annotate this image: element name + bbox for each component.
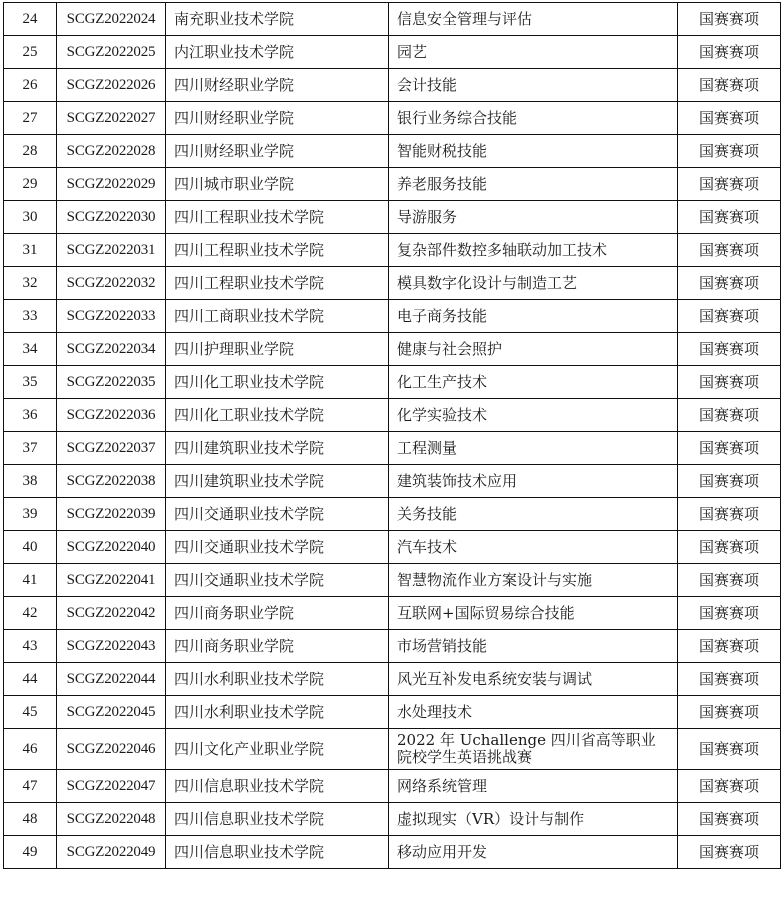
- competition-table: [3, 2, 781, 869]
- school-name: 四川化工职业技术学院: [166, 399, 389, 432]
- row-number: 31: [4, 234, 57, 267]
- table-row: [4, 201, 781, 234]
- event-type: 国赛赛项: [678, 135, 781, 168]
- event-type: 国赛赛项: [678, 102, 781, 135]
- event-name: 移动应用开发: [389, 836, 678, 869]
- event-type: 国赛赛项: [678, 333, 781, 366]
- school-name: 四川城市职业学院: [166, 168, 389, 201]
- row-number: 35: [4, 366, 57, 399]
- row-number: 27: [4, 102, 57, 135]
- event-type: 国赛赛项: [678, 36, 781, 69]
- row-number: 37: [4, 432, 57, 465]
- table-row: [4, 267, 781, 300]
- event-name: 园艺: [389, 36, 678, 69]
- table-row: [4, 399, 781, 432]
- event-type: 国赛赛项: [678, 399, 781, 432]
- row-number: 48: [4, 803, 57, 836]
- event-name: 模具数字化设计与制造工艺: [389, 267, 678, 300]
- table-row: [4, 630, 781, 663]
- event-name: 2022 年 Uchallenge 四川省高等职业院校学生英语挑战赛: [389, 729, 678, 770]
- event-type: 国赛赛项: [678, 366, 781, 399]
- event-type: 国赛赛项: [678, 3, 781, 36]
- event-code: SCGZ2022043: [57, 630, 166, 663]
- row-number: 39: [4, 498, 57, 531]
- event-name: 互联网+国际贸易综合技能: [389, 597, 678, 630]
- event-code: SCGZ2022032: [57, 267, 166, 300]
- event-type: 国赛赛项: [678, 564, 781, 597]
- event-name: 汽车技术: [389, 531, 678, 564]
- school-name: 四川工程职业技术学院: [166, 201, 389, 234]
- row-number: 38: [4, 465, 57, 498]
- table-row: [4, 498, 781, 531]
- school-name: 四川水利职业技术学院: [166, 663, 389, 696]
- event-name: 电子商务技能: [389, 300, 678, 333]
- table-row: [4, 102, 781, 135]
- table-row: [4, 729, 781, 770]
- event-code: SCGZ2022024: [57, 3, 166, 36]
- row-number: 46: [4, 729, 57, 770]
- table-row: [4, 803, 781, 836]
- event-name: 导游服务: [389, 201, 678, 234]
- table-row: [4, 465, 781, 498]
- row-number: 44: [4, 663, 57, 696]
- event-code: SCGZ2022028: [57, 135, 166, 168]
- row-number: 29: [4, 168, 57, 201]
- event-name: 复杂部件数控多轴联动加工技术: [389, 234, 678, 267]
- school-name: 四川工程职业技术学院: [166, 267, 389, 300]
- event-name: 会计技能: [389, 69, 678, 102]
- event-code: SCGZ2022046: [57, 729, 166, 770]
- table-row: [4, 234, 781, 267]
- row-number: 36: [4, 399, 57, 432]
- school-name: 四川财经职业学院: [166, 69, 389, 102]
- table-row: [4, 696, 781, 729]
- row-number: 28: [4, 135, 57, 168]
- event-type: 国赛赛项: [678, 465, 781, 498]
- table-row: [4, 663, 781, 696]
- table-row: [4, 564, 781, 597]
- event-code: SCGZ2022040: [57, 531, 166, 564]
- table-row: [4, 69, 781, 102]
- table-row: [4, 836, 781, 869]
- event-code: SCGZ2022041: [57, 564, 166, 597]
- event-name: 智能财税技能: [389, 135, 678, 168]
- event-name: 关务技能: [389, 498, 678, 531]
- table-row: [4, 597, 781, 630]
- event-code: SCGZ2022037: [57, 432, 166, 465]
- event-code: SCGZ2022029: [57, 168, 166, 201]
- event-name: 网络系统管理: [389, 770, 678, 803]
- school-name: 四川工商职业技术学院: [166, 300, 389, 333]
- event-name: 信息安全管理与评估: [389, 3, 678, 36]
- row-number: 49: [4, 836, 57, 869]
- school-name: 四川信息职业技术学院: [166, 803, 389, 836]
- event-name: 智慧物流作业方案设计与实施: [389, 564, 678, 597]
- table-row: [4, 300, 781, 333]
- school-name: 内江职业技术学院: [166, 36, 389, 69]
- event-code: SCGZ2022042: [57, 597, 166, 630]
- row-number: 26: [4, 69, 57, 102]
- event-code: SCGZ2022045: [57, 696, 166, 729]
- event-code: SCGZ2022049: [57, 836, 166, 869]
- event-code: SCGZ2022030: [57, 201, 166, 234]
- table-body: [4, 3, 781, 869]
- event-code: SCGZ2022038: [57, 465, 166, 498]
- event-type: 国赛赛项: [678, 630, 781, 663]
- event-type: 国赛赛项: [678, 597, 781, 630]
- event-type: 国赛赛项: [678, 663, 781, 696]
- school-name: 四川交通职业技术学院: [166, 564, 389, 597]
- school-name: 四川建筑职业技术学院: [166, 432, 389, 465]
- event-code: SCGZ2022034: [57, 333, 166, 366]
- event-name: 市场营销技能: [389, 630, 678, 663]
- event-code: SCGZ2022039: [57, 498, 166, 531]
- school-name: 四川商务职业学院: [166, 597, 389, 630]
- event-code: SCGZ2022044: [57, 663, 166, 696]
- event-name: 水处理技术: [389, 696, 678, 729]
- school-name: 南充职业技术学院: [166, 3, 389, 36]
- table-row: [4, 333, 781, 366]
- table-row: [4, 168, 781, 201]
- event-type: 国赛赛项: [678, 729, 781, 770]
- school-name: 四川信息职业技术学院: [166, 836, 389, 869]
- row-number: 33: [4, 300, 57, 333]
- row-number: 40: [4, 531, 57, 564]
- school-name: 四川水利职业技术学院: [166, 696, 389, 729]
- school-name: 四川工程职业技术学院: [166, 234, 389, 267]
- school-name: 四川财经职业学院: [166, 135, 389, 168]
- table-row: [4, 531, 781, 564]
- table-row: [4, 770, 781, 803]
- event-type: 国赛赛项: [678, 498, 781, 531]
- event-type: 国赛赛项: [678, 531, 781, 564]
- event-name: 风光互补发电系统安装与调试: [389, 663, 678, 696]
- event-name: 化工生产技术: [389, 366, 678, 399]
- row-number: 24: [4, 3, 57, 36]
- event-type: 国赛赛项: [678, 168, 781, 201]
- table-row: [4, 432, 781, 465]
- row-number: 45: [4, 696, 57, 729]
- row-number: 42: [4, 597, 57, 630]
- school-name: 四川文化产业职业学院: [166, 729, 389, 770]
- row-number: 25: [4, 36, 57, 69]
- event-code: SCGZ2022048: [57, 803, 166, 836]
- event-code: SCGZ2022027: [57, 102, 166, 135]
- event-code: SCGZ2022025: [57, 36, 166, 69]
- school-name: 四川建筑职业技术学院: [166, 465, 389, 498]
- event-type: 国赛赛项: [678, 69, 781, 102]
- school-name: 四川护理职业学院: [166, 333, 389, 366]
- school-name: 四川财经职业学院: [166, 102, 389, 135]
- table-row: [4, 366, 781, 399]
- row-number: 34: [4, 333, 57, 366]
- event-name: 化学实验技术: [389, 399, 678, 432]
- event-type: 国赛赛项: [678, 234, 781, 267]
- table-row: [4, 135, 781, 168]
- event-type: 国赛赛项: [678, 201, 781, 234]
- row-number: 32: [4, 267, 57, 300]
- event-name: 虚拟现实（VR）设计与制作: [389, 803, 678, 836]
- school-name: 四川交通职业技术学院: [166, 531, 389, 564]
- event-name: 建筑装饰技术应用: [389, 465, 678, 498]
- event-code: SCGZ2022035: [57, 366, 166, 399]
- row-number: 43: [4, 630, 57, 663]
- table-row: [4, 3, 781, 36]
- event-type: 国赛赛项: [678, 300, 781, 333]
- event-type: 国赛赛项: [678, 696, 781, 729]
- event-code: SCGZ2022033: [57, 300, 166, 333]
- event-type: 国赛赛项: [678, 267, 781, 300]
- event-type: 国赛赛项: [678, 836, 781, 869]
- event-type: 国赛赛项: [678, 803, 781, 836]
- event-code: SCGZ2022026: [57, 69, 166, 102]
- event-type: 国赛赛项: [678, 432, 781, 465]
- school-name: 四川交通职业技术学院: [166, 498, 389, 531]
- event-code: SCGZ2022036: [57, 399, 166, 432]
- event-name: 养老服务技能: [389, 168, 678, 201]
- row-number: 41: [4, 564, 57, 597]
- event-name: 银行业务综合技能: [389, 102, 678, 135]
- row-number: 30: [4, 201, 57, 234]
- row-number: 47: [4, 770, 57, 803]
- event-type: 国赛赛项: [678, 770, 781, 803]
- event-code: SCGZ2022047: [57, 770, 166, 803]
- school-name: 四川化工职业技术学院: [166, 366, 389, 399]
- school-name: 四川信息职业技术学院: [166, 770, 389, 803]
- event-code: SCGZ2022031: [57, 234, 166, 267]
- event-name: 健康与社会照护: [389, 333, 678, 366]
- school-name: 四川商务职业学院: [166, 630, 389, 663]
- table-row: [4, 36, 781, 69]
- event-name: 工程测量: [389, 432, 678, 465]
